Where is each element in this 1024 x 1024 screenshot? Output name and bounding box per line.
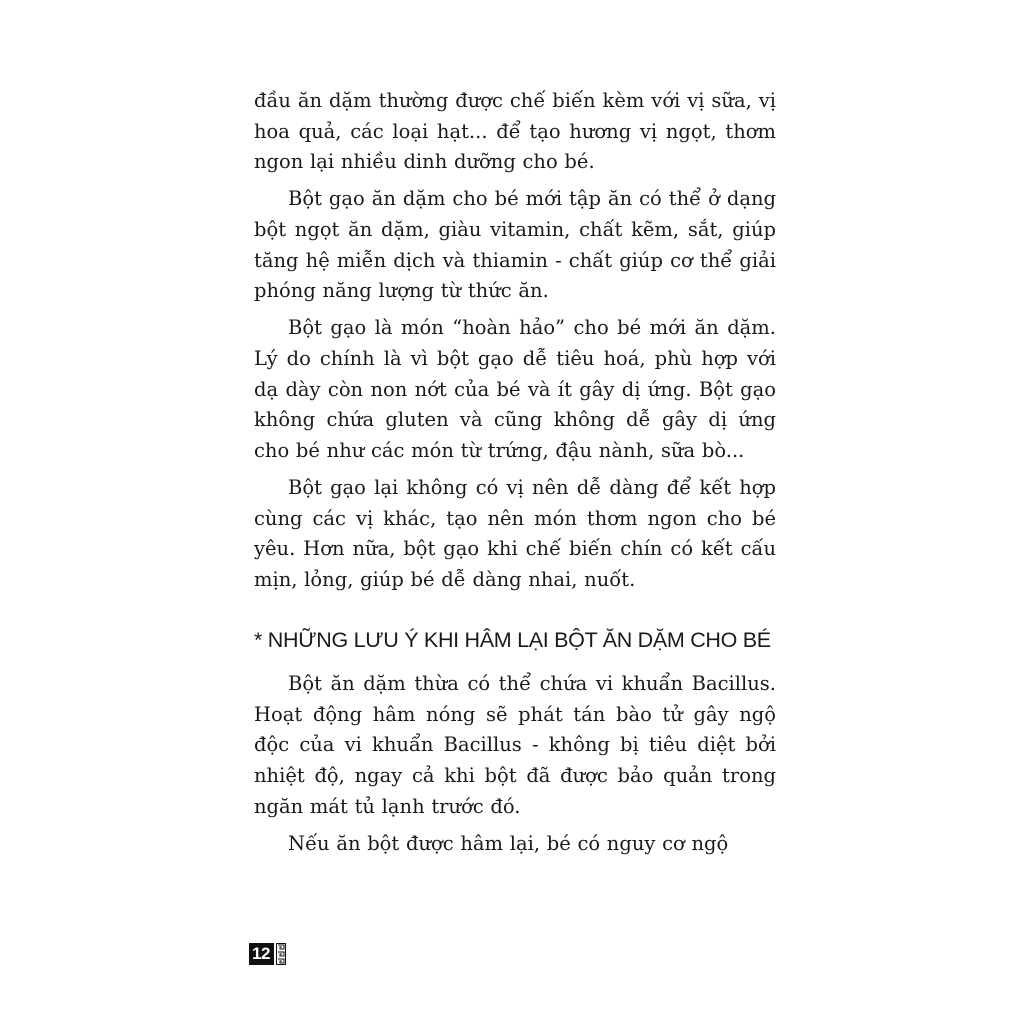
paragraph-bacillus-warning: Bột ăn dặm thừa có thể chứa vi khuẩn Bacillus. Hoạt động hâm nóng sẽ phát tán bào tử gây ngộ độc của vi khuẩn Bacillus - không bị tiêu diệt bởi nhiệt độ, ngay cả khi bột đã được bảo quản trong ngăn mát tủ lạnh trước đó. xyxy=(254,672,776,818)
paragraph-rice-flour-combination: Bột gạo lại không có vị nên dễ dàng để kết hợp cùng các vị khác, tạo nên món thơm ngon cho bé yêu. Hơn nữa, bột gạo khi chế biến chín có kết cấu mịn, lỏng, giúp bé dễ dàng nhai, nuốt. xyxy=(254,475,776,591)
page-body xyxy=(254,86,776,866)
paragraph-rice-flour-nutrition: Bột gạo ăn dặm cho bé mới tập ăn có thể ở dạng bột ngọt ăn dặm, giàu vitamin, chất kẽm, sắt, giúp tăng hệ miễn dịch và thiamin - chất giúp cơ thể giải phóng năng lượng từ thức ăn. xyxy=(254,187,776,303)
section-heading: * NHỮNG LƯU Ý KHI HÂM LẠI BỘT ĂN DẶM CHO BÉ xyxy=(254,628,771,653)
page-folio xyxy=(249,943,286,965)
paragraph-reheat-risk: Nếu ăn bột được hâm lại, bé có nguy cơ ngộ xyxy=(288,831,729,855)
paragraph-rice-flour-perfect: Bột gạo là món “hoàn hảo” cho bé mới ăn dặm. Lý do chính là vì bột gạo dễ tiêu hoá, phù hợp với dạ dày còn non nớt của bé và ít gây dị ứng. Bột gạo không chứa gluten và cũng không dễ gây dị ứng cho bé như các món từ trứng, đậu nành, sữa bò... xyxy=(254,316,776,462)
greek-key-ornament-icon xyxy=(276,943,286,965)
page-number: 12 xyxy=(249,943,274,965)
paragraph-continued: đầu ăn dặm thường được chế biến kèm với vị sữa, vị hoa quả, các loại hạt... để tạo hương vị ngọt, thơm ngon lại nhiều dinh dưỡng cho bé. xyxy=(254,89,776,174)
